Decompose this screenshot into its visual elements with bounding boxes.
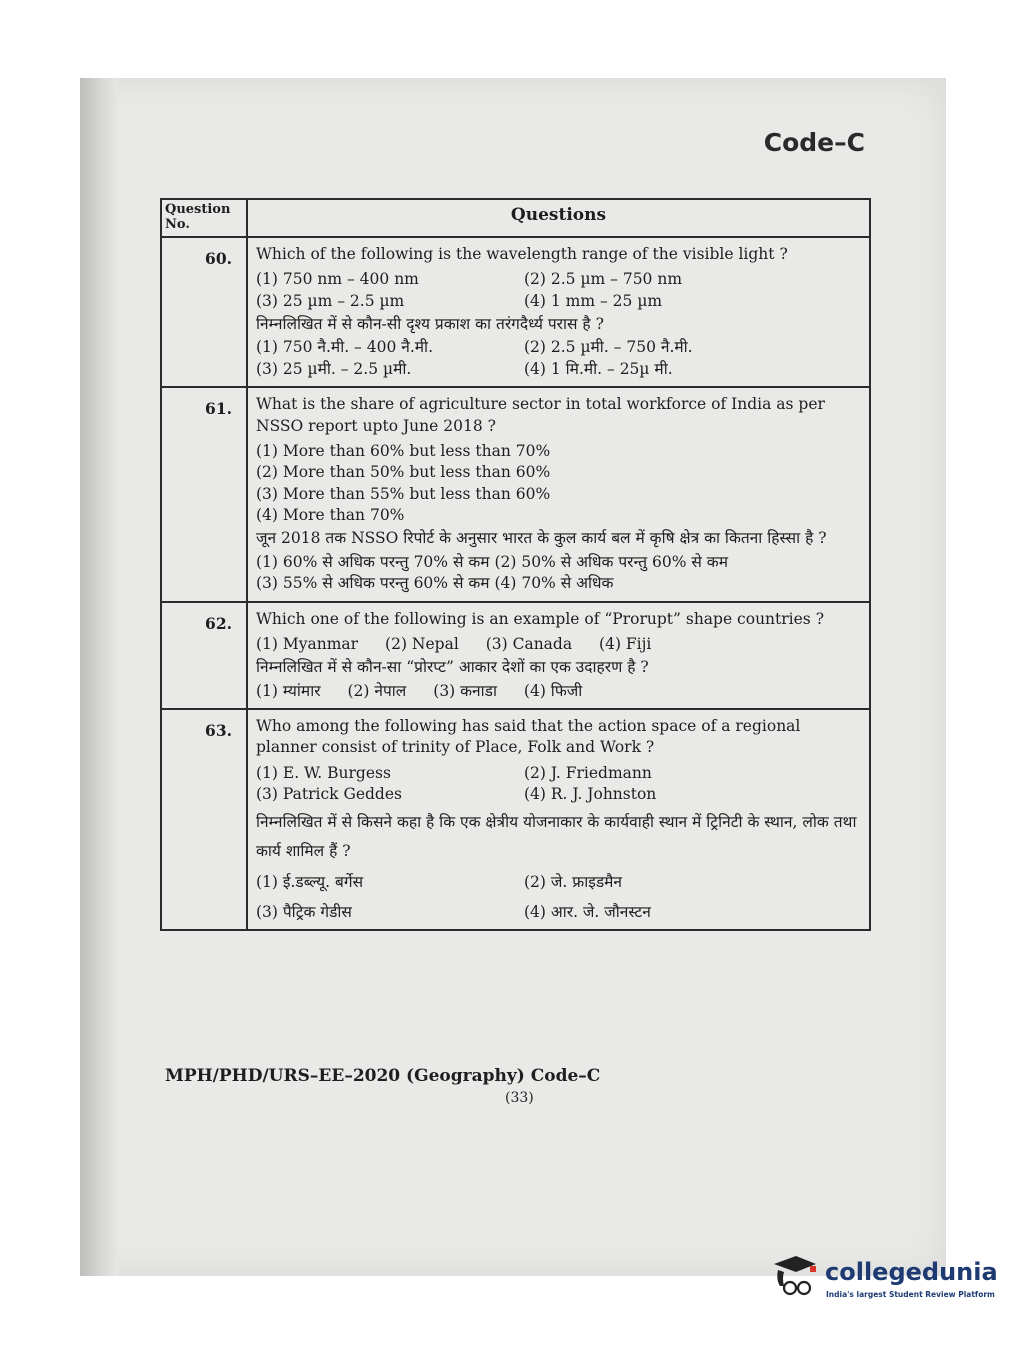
page-binding-shadow: [80, 78, 118, 1276]
question-body: [247, 237, 870, 387]
question-row: [161, 602, 870, 710]
student-mascot-icon: [770, 1250, 820, 1300]
option: (1) ई.डब्ल्यू. बर्गेस: [256, 873, 364, 892]
options-en-row: [256, 269, 865, 290]
question-text-hi: निम्नलिखित में से कौन-सी दृश्य प्रकाश का तरंगदैर्ध्य परास है ?: [256, 315, 604, 333]
table-header-row: [161, 199, 870, 237]
brand-tagline: India's largest Student Review Platform: [826, 1290, 995, 1299]
option: (2) Nepal: [385, 634, 459, 653]
option: (3) 25 µm – 2.5 µm: [256, 291, 405, 310]
option: (1) 750 nm – 400 nm: [256, 270, 419, 289]
question-body: [247, 602, 870, 710]
options-hi-row: [256, 902, 865, 923]
options-hi-row: [256, 337, 865, 358]
question-text-hi: जून 2018 तक NSSO रिपोर्ट के अनुसार भारत के कुल कार्य बल में कृषि क्षेत्र का कितना हिस्सा है ?: [256, 529, 827, 548]
question-row: [161, 387, 870, 601]
options-en-row: [256, 784, 865, 805]
option: (4) 1 mm – 25 µm: [524, 291, 663, 310]
question-number: 61.: [161, 387, 247, 601]
option: (2) 2.5 µm – 750 nm: [524, 270, 683, 289]
option: (4) Fiji: [599, 634, 652, 653]
option: (3) पैट्रिक गेडीस: [256, 902, 352, 921]
question-number: 63.: [161, 709, 247, 930]
option: (3) Canada: [485, 634, 573, 653]
question-no-header: Question No.: [161, 199, 247, 237]
question-number: 60.: [161, 237, 247, 387]
question-body: [247, 709, 870, 930]
option: (4) 1 मि.मी. – 25µ मी.: [524, 359, 673, 378]
option: (4) फिजी: [523, 681, 583, 700]
options-en-row: [256, 634, 865, 655]
brand-name: collegedunia: [825, 1258, 998, 1286]
options-hi-row: [256, 872, 865, 893]
question-number: 62.: [161, 602, 247, 710]
question-text-hi: निम्नलिखित में से किसने कहा है कि एक क्षेत्रीय योजनाकार के कार्यवाही स्थान में ट्रिनिटी के स्थान, लोक तथा कार्य शामिल हैं ?: [256, 812, 857, 860]
brand-logo[interactable]: [770, 1250, 1000, 1310]
option: (1) Myanmar: [256, 634, 359, 653]
option: (1) म्यांमार: [256, 681, 321, 700]
question-text-en: What is the share of agriculture sector in total workforce of India as per NSSO report upto June 2018 ?: [256, 395, 825, 435]
options-hi-row: [256, 681, 865, 702]
question-text-en: Who among the following has said that the action space of a regional planner consist of trinity of Place, Folk and Work ?: [256, 717, 801, 757]
questions-header: Questions: [247, 199, 870, 237]
paper-footer: MPH/PHD/URS–EE–2020 (Geography) Code–C: [165, 1066, 601, 1086]
question-text-en: Which one of the following is an example of “Prorupt” shape countries ?: [256, 609, 824, 628]
option: (2) More than 50% but less than 60%: [256, 463, 551, 482]
option: (3) Patrick Geddes: [256, 785, 402, 804]
option: (1) More than 60% but less than 70%: [256, 441, 551, 460]
options-hi-line: (3) 55% से अधिक परन्तु 60% से कम (4) 70% से अधिक: [256, 574, 614, 593]
option: (3) 25 µमी. – 2.5 µमी.: [256, 359, 412, 378]
question-row: [161, 709, 870, 930]
option: (3) More than 55% but less than 60%: [256, 484, 551, 503]
question-row: [161, 237, 870, 387]
option: (4) आर. जे. जौनस्टन: [524, 902, 651, 921]
option: (2) J. Friedmann: [524, 763, 652, 782]
option: (2) 2.5 µमी. – 750 नै.मी.: [524, 338, 693, 357]
options-en-row: [256, 763, 865, 784]
question-text-en: Which of the following is the wavelength range of the visible light ?: [256, 244, 788, 263]
option: (1) E. W. Burgess: [256, 763, 391, 782]
option: (1) 750 नै.मी. – 400 नै.मी.: [256, 338, 433, 357]
option: (2) जे. फ्राइडमैन: [524, 873, 622, 892]
options-en-row: [256, 291, 865, 312]
page-number: (33): [505, 1090, 534, 1106]
paper-code: Code–C: [763, 128, 865, 157]
options-hi-line: (1) 60% से अधिक परन्तु 70% से कम (2) 50% से अधिक परन्तु 60% से कम: [256, 552, 728, 571]
option: (2) नेपाल: [347, 681, 407, 700]
option: (4) More than 70%: [256, 506, 405, 524]
options-hi-row: [256, 359, 865, 380]
question-text-hi: निम्नलिखित में से कौन-सा “प्रोरप्ट” आकार देशों का एक उदाहरण है ?: [256, 658, 649, 677]
question-body: [247, 387, 870, 601]
option: (4) R. J. Johnston: [524, 785, 657, 804]
questions-table: [160, 198, 871, 931]
option: (3) कनाडा: [433, 681, 497, 700]
